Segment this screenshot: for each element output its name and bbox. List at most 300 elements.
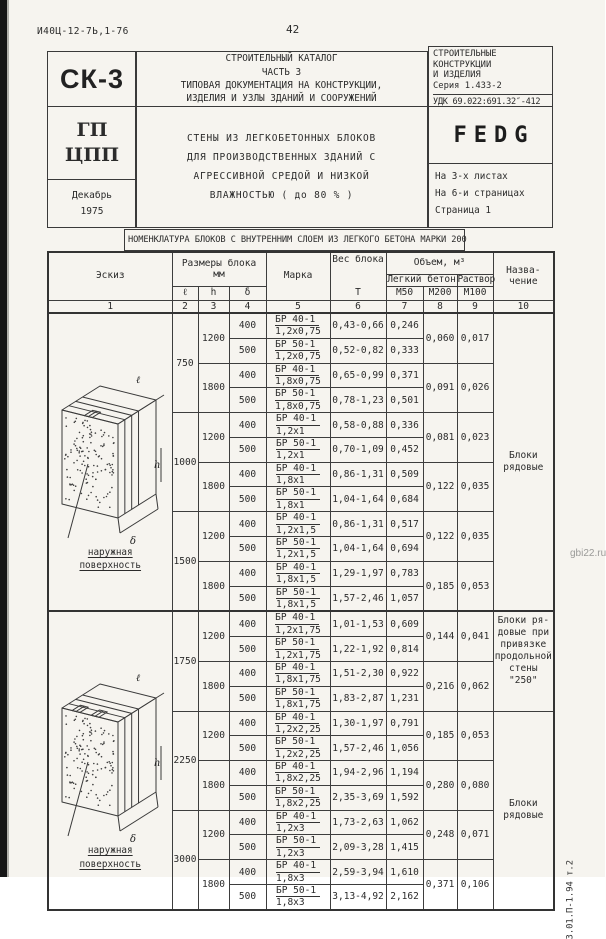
- cell-mark: [266, 338, 330, 363]
- cell-mark: [266, 537, 330, 562]
- cell-thickness: 400: [229, 810, 266, 835]
- col-header-mark: Марка: [266, 252, 330, 301]
- cell-thickness: 500: [229, 437, 266, 462]
- block-sketch: [54, 650, 167, 848]
- series-line: Серия 1.433-2: [433, 81, 502, 92]
- cell-thickness: 400: [229, 313, 266, 338]
- col-header-m50: М50: [386, 287, 423, 301]
- table-row: [48, 313, 554, 338]
- cell-volume-m50: 1,415: [386, 835, 423, 860]
- mark-dimensions: 1,2х1: [276, 425, 305, 437]
- column-number: 8: [423, 301, 457, 314]
- mark-dimensions: 1,8х0,75: [275, 400, 321, 412]
- column-number: 3: [198, 301, 229, 314]
- purpose-label-2: чение: [509, 275, 538, 287]
- cell-weight: 1,51-2,30: [330, 661, 386, 686]
- mark-code: БР 50-1: [275, 388, 319, 400]
- cell-length: 750: [172, 313, 198, 413]
- cell-thickness: 500: [229, 835, 266, 860]
- col-header-d: δ: [229, 287, 266, 301]
- mark-fraction: [275, 314, 321, 338]
- cell-weight: 1,04-1,64: [330, 537, 386, 562]
- col-header-sizes: [172, 252, 266, 287]
- col-header-m100: М100: [457, 287, 493, 301]
- catalog-line: ТИПОВАЯ ДОКУМЕНТАЦИЯ НА КОНСТРУКЦИИ,: [180, 80, 383, 91]
- cell-volume-m50: 0,333: [386, 338, 423, 363]
- cell-volume-m200: 0,122: [423, 462, 457, 512]
- mark-fraction: [276, 835, 320, 859]
- cell-mark: [266, 487, 330, 512]
- cell-thickness: 500: [229, 586, 266, 611]
- cell-mark: [266, 860, 330, 885]
- cell-volume-m200: 0,091: [423, 363, 457, 413]
- mark-fraction: [276, 413, 320, 437]
- cell-length: 3000: [172, 810, 198, 910]
- cell-volume-m100: 0,023: [457, 413, 493, 463]
- series-line: И ИЗДЕЛИЯ: [433, 70, 481, 81]
- cell-weight: 1,57-2,46: [330, 586, 386, 611]
- cell-weight: 3,13-4,92: [330, 884, 386, 909]
- cell-volume-m200: 0,144: [423, 611, 457, 661]
- mark-fraction: [276, 537, 320, 561]
- cell-mark: [266, 512, 330, 537]
- cell-thickness: 500: [229, 537, 266, 562]
- col-header-volume: Объем, м³: [386, 252, 493, 274]
- mark-fraction: [276, 811, 320, 835]
- mark-dimensions: 1,8х2,25: [275, 798, 321, 810]
- sketch-wrap: [49, 650, 172, 871]
- cell-volume-m50: 0,371: [386, 363, 423, 388]
- mark-fraction: [276, 463, 320, 487]
- mark-dimensions: 1,8х1,75: [275, 699, 321, 711]
- cell-volume-m100: 0,062: [457, 661, 493, 711]
- column-number: 1: [48, 301, 172, 314]
- cell-volume-m100: 0,035: [457, 462, 493, 512]
- mark-dimensions: 1,2х0,75: [275, 326, 321, 338]
- dim-label-d: δ: [129, 535, 136, 547]
- sizes-label: Размеры блока: [181, 257, 257, 269]
- subject-box: [135, 106, 428, 228]
- cell-length: 2250: [172, 711, 198, 810]
- gp-cpp-box: [47, 106, 137, 180]
- mark-dimensions: 1,2х1,75: [275, 649, 321, 661]
- cell-purpose: Блоки ря- довые при привязке продольной стены "250": [493, 611, 554, 711]
- sketch-caption-line: поверхность: [79, 858, 142, 870]
- gp-label: ГП: [76, 119, 108, 142]
- cell-volume-m50: 0,922: [386, 661, 423, 686]
- mark-dimensions: 1,2х1,75: [275, 624, 321, 636]
- cell-weight: 0,43-0,66: [330, 313, 386, 338]
- cell-height: 1200: [198, 413, 229, 463]
- sketch-caption-line: наружная: [87, 845, 133, 857]
- cell-height: 1800: [198, 860, 229, 910]
- cell-weight: 1,94-2,96: [330, 761, 386, 786]
- mark-fraction: [275, 687, 321, 711]
- mark-code: БР 50-1: [276, 587, 320, 599]
- cell-weight: 1,01-1,53: [330, 611, 386, 636]
- cell-mark: [266, 313, 330, 338]
- weight-label: Вес блока: [332, 254, 384, 265]
- mark-code: БР 50-1: [275, 736, 319, 748]
- cell-thickness: 500: [229, 637, 266, 662]
- cell-mark: [266, 462, 330, 487]
- cell-weight: 1,30-1,97: [330, 711, 386, 736]
- page-number: 42: [286, 23, 300, 36]
- cell-volume-m50: 1,062: [386, 810, 423, 835]
- subject-line: СТЕНЫ ИЗ ЛЕГКОБЕТОННЫХ БЛОКОВ: [186, 133, 377, 144]
- cell-mark: [266, 561, 330, 586]
- column-number: 10: [493, 301, 554, 314]
- col-header-l: ℓ: [172, 287, 198, 301]
- cell-thickness: 400: [229, 512, 266, 537]
- mark-dimensions: 1,8х3: [276, 872, 305, 884]
- table-title: НОМЕНКЛАТУРА БЛОКОВ С ВНУТРЕННИМ СЛОЕМ ИЗ ЛЕГКОГО БЕТОНА МАРКИ 200: [124, 229, 465, 251]
- watermark: gbi22.ru: [570, 548, 606, 559]
- mark-dimensions: 1,8х1,5: [276, 598, 317, 610]
- cell-volume-m50: 0,509: [386, 462, 423, 487]
- cell-thickness: 400: [229, 860, 266, 885]
- cell-mark: [266, 586, 330, 611]
- mark-fraction: [276, 487, 320, 511]
- cell-volume-m50: 0,452: [386, 437, 423, 462]
- sketch-caption: [79, 844, 141, 871]
- cell-thickness: 500: [229, 884, 266, 909]
- cell-thickness: 400: [229, 711, 266, 736]
- weight-unit: Т: [355, 287, 361, 299]
- fedg-code: FEDG: [453, 122, 535, 148]
- udk-code: УДК 69.022:691.32″-412: [433, 94, 552, 107]
- mark-code: БР 40-1: [276, 512, 320, 524]
- cell-height: 1200: [198, 611, 229, 661]
- mark-dimensions: 1,8х1,75: [275, 674, 321, 686]
- cell-volume-m50: 0,336: [386, 413, 423, 438]
- subject-line: ВЛАЖНОСТЬЮ ( до 80 % ): [209, 190, 354, 201]
- col-header-h: h: [198, 287, 229, 301]
- cell-height: 1800: [198, 462, 229, 512]
- cell-volume-m100: 0,080: [457, 761, 493, 811]
- mark-code: БР 50-1: [276, 537, 320, 549]
- column-number: 5: [266, 301, 330, 314]
- sketch-caption-line: поверхность: [79, 560, 142, 572]
- mark-code: БР 40-1: [275, 314, 319, 326]
- col-header-sketch: Эскиз: [48, 252, 172, 301]
- cell-volume-m50: 0,609: [386, 611, 423, 636]
- dim-label-l: ℓ: [135, 374, 140, 386]
- mark-fraction: [276, 562, 320, 586]
- col-header-light-concrete: Легкий бетон: [387, 274, 456, 285]
- cell-volume-m50: 1,592: [386, 785, 423, 810]
- mark-fraction: [276, 587, 320, 611]
- mark-code: БР 50-1: [276, 487, 320, 499]
- cell-purpose: Блоки рядовые: [493, 313, 554, 611]
- cell-thickness: 400: [229, 413, 266, 438]
- mark-fraction: [276, 512, 320, 536]
- mark-dimensions: 1,2х2,25: [275, 748, 321, 760]
- dim-label-l: ℓ: [135, 673, 140, 685]
- mark-code: БР 50-1: [276, 835, 320, 847]
- mark-fraction: [276, 885, 320, 909]
- column-number: 7: [386, 301, 423, 314]
- mark-dimensions: 1,8х1: [276, 475, 305, 487]
- cell-sketch: [48, 611, 172, 909]
- dim-label-h: h: [153, 459, 161, 471]
- purpose-label-1: Назва-: [506, 264, 541, 276]
- column-numbers-row: [48, 301, 554, 314]
- column-number: 4: [229, 301, 266, 314]
- mark-code: БР 40-1: [275, 761, 319, 773]
- cell-mark: [266, 388, 330, 413]
- subject-line: ДЛЯ ПРОИЗВОДСТВЕННЫХ ЗДАНИЙ С: [186, 152, 377, 163]
- cell-length: 1000: [172, 413, 198, 512]
- cell-thickness: 500: [229, 338, 266, 363]
- mark-code: БР 50-1: [275, 687, 319, 699]
- cell-volume-m100: 0,026: [457, 363, 493, 413]
- cell-thickness: 500: [229, 388, 266, 413]
- mark-fraction: [275, 364, 321, 388]
- cell-mark: [266, 810, 330, 835]
- cell-mark: [266, 413, 330, 438]
- series-line: КОНСТРУКЦИИ: [433, 59, 492, 70]
- mark-code: БР 40-1: [275, 662, 319, 674]
- cell-volume-m50: 0,783: [386, 561, 423, 586]
- cell-weight: 2,59-3,94: [330, 860, 386, 885]
- cell-volume-m200: 0,185: [423, 561, 457, 611]
- mark-fraction: [275, 339, 321, 363]
- cell-thickness: 400: [229, 761, 266, 786]
- cell-volume-m100: 0,071: [457, 810, 493, 860]
- mark-fraction: [275, 712, 321, 736]
- mark-dimensions: 1,8х0,75: [275, 375, 321, 387]
- cell-weight: 1,22-1,92: [330, 637, 386, 662]
- cell-weight: 2,35-3,69: [330, 785, 386, 810]
- cell-volume-m100: 0,017: [457, 313, 493, 363]
- mark-code: БР 50-1: [275, 786, 319, 798]
- cell-weight: 0,78-1,23: [330, 388, 386, 413]
- mark-fraction: [275, 637, 321, 661]
- cell-volume-m50: 2,162: [386, 884, 423, 909]
- cell-volume-m100: 0,106: [457, 860, 493, 910]
- mark-code: БР 40-1: [275, 612, 319, 624]
- sheets-line: На 3-х листах: [435, 171, 508, 182]
- cell-thickness: 400: [229, 363, 266, 388]
- cell-height: 1800: [198, 661, 229, 711]
- cell-sketch: [48, 313, 172, 611]
- cell-weight: 1,83-2,87: [330, 686, 386, 711]
- cell-volume-m100: 0,053: [457, 561, 493, 611]
- cell-thickness: 400: [229, 462, 266, 487]
- mark-code: БР 40-1: [276, 860, 320, 872]
- catalog-line: СТРОИТЕЛЬНЫЙ КАТАЛОГ: [225, 53, 338, 65]
- sizes-unit: мм: [213, 268, 225, 280]
- col-header-mortar: Раствор: [457, 274, 495, 285]
- mark-code: БР 40-1: [276, 413, 320, 425]
- sheets-line: Страница 1: [435, 205, 491, 217]
- scan-edge-shadow: [7, 0, 9, 877]
- cpp-label: ЦПП: [64, 144, 120, 166]
- column-number: 6: [330, 301, 386, 314]
- col-header-weight: [330, 252, 386, 301]
- mark-fraction: [275, 736, 321, 760]
- mark-code: БР 50-1: [276, 438, 320, 450]
- cell-volume-m100: 0,035: [457, 512, 493, 562]
- cell-volume-m50: 0,814: [386, 637, 423, 662]
- date-box: [47, 179, 137, 228]
- cell-volume-m50: 0,501: [386, 388, 423, 413]
- mark-code: БР 40-1: [275, 712, 319, 724]
- sketch-wrap: [49, 352, 172, 573]
- cell-mark: [266, 611, 330, 636]
- mark-fraction: [276, 860, 320, 884]
- cell-purpose: Блоки рядовые: [493, 711, 554, 910]
- mark-dimensions: 1,2х2,25: [275, 723, 321, 735]
- cell-height: 1200: [198, 512, 229, 562]
- cell-height: 1800: [198, 761, 229, 811]
- cell-weight: 1,57-2,46: [330, 736, 386, 761]
- sk3-box: [47, 51, 137, 107]
- mark-dimensions: 1,2х3: [276, 823, 305, 835]
- mark-dimensions: 1,2х1,5: [276, 524, 317, 536]
- mark-fraction: [275, 761, 321, 785]
- block-sketch: [54, 352, 167, 550]
- cell-mark: [266, 835, 330, 860]
- cell-weight: 0,65-0,99: [330, 363, 386, 388]
- cell-height: 1200: [198, 711, 229, 761]
- cell-volume-m50: 1,194: [386, 761, 423, 786]
- cell-weight: 0,86-1,31: [330, 462, 386, 487]
- cell-volume-m200: 0,122: [423, 512, 457, 562]
- cell-volume-m200: 0,216: [423, 661, 457, 711]
- cell-volume-m50: 1,057: [386, 586, 423, 611]
- cell-thickness: 500: [229, 785, 266, 810]
- cell-weight: 1,73-2,63: [330, 810, 386, 835]
- mark-code: БР 40-1: [276, 463, 320, 475]
- cell-length: 1750: [172, 611, 198, 711]
- table-row: [48, 611, 554, 636]
- cell-volume-m200: 0,185: [423, 711, 457, 761]
- dim-label-h: h: [153, 758, 161, 770]
- column-number: 2: [172, 301, 198, 314]
- cell-volume-m200: 0,371: [423, 860, 457, 910]
- cell-volume-m200: 0,081: [423, 413, 457, 463]
- mark-dimensions: 1,2х1: [276, 450, 305, 462]
- cell-mark: [266, 711, 330, 736]
- mark-fraction: [275, 388, 321, 412]
- cell-mark: [266, 437, 330, 462]
- mark-code: БР 40-1: [276, 562, 320, 574]
- mark-code: БР 40-1: [276, 811, 320, 823]
- cell-weight: 1,29-1,97: [330, 561, 386, 586]
- date-year: 1975: [80, 205, 104, 217]
- cell-weight: 0,70-1,09: [330, 437, 386, 462]
- cell-volume-m50: 0,517: [386, 512, 423, 537]
- sheets-line: На 6-и страницах: [435, 188, 525, 200]
- cell-weight: 0,86-1,31: [330, 512, 386, 537]
- cell-height: 1200: [198, 313, 229, 363]
- cell-weight: 0,52-0,82: [330, 338, 386, 363]
- cell-weight: 0,58-0,88: [330, 413, 386, 438]
- cell-mark: [266, 761, 330, 786]
- cell-thickness: 500: [229, 487, 266, 512]
- cell-mark: [266, 686, 330, 711]
- cell-volume-m200: 0,060: [423, 313, 457, 363]
- cell-volume-m100: 0,053: [457, 711, 493, 761]
- mark-code: БР 50-1: [275, 339, 319, 351]
- catalog-line: ЧАСТЬ 3: [261, 66, 302, 78]
- cell-volume-m50: 0,791: [386, 711, 423, 736]
- cell-volume-m50: 0,684: [386, 487, 423, 512]
- mark-dimensions: 1,8х1: [276, 499, 305, 511]
- cell-volume-m100: 0,041: [457, 611, 493, 661]
- catalog-line: ИЗДЕЛИЯ И УЗЛЫ ЗДАНИЙ И СООРУЖЕНИЙ: [186, 93, 377, 105]
- cell-thickness: 500: [229, 736, 266, 761]
- cell-weight: 1,04-1,64: [330, 487, 386, 512]
- col-header-m200: М200: [423, 287, 457, 301]
- cell-height: 1800: [198, 363, 229, 413]
- dim-label-d: δ: [129, 834, 136, 846]
- cell-mark: [266, 785, 330, 810]
- date-month: Декабрь: [71, 190, 113, 202]
- cell-volume-m50: 1,231: [386, 686, 423, 711]
- cell-mark: [266, 363, 330, 388]
- mark-code: БР 40-1: [275, 364, 319, 376]
- doc-code: И40Ц-12-7Ь,1-76: [37, 26, 129, 37]
- sk3-label: СК-3: [60, 63, 124, 94]
- col-header-purpose: [493, 252, 554, 301]
- cell-volume-m200: 0,280: [423, 761, 457, 811]
- sketch-caption: [79, 546, 141, 573]
- cell-volume-m200: 0,248: [423, 810, 457, 860]
- fedg-box: [428, 106, 553, 164]
- cell-weight: 2,09-3,28: [330, 835, 386, 860]
- mark-code: БР 50-1: [275, 637, 319, 649]
- cell-thickness: 400: [229, 611, 266, 636]
- cell-volume-m50: 1,610: [386, 860, 423, 885]
- column-number: 9: [457, 301, 493, 314]
- cell-thickness: 500: [229, 686, 266, 711]
- sketch-caption-line: наружная: [87, 546, 133, 558]
- mark-dimensions: 1,8х2,25: [275, 773, 321, 785]
- catalog-title-box: [135, 51, 428, 107]
- cell-volume-m50: 1,056: [386, 736, 423, 761]
- mark-dimensions: 1,2х0,75: [275, 351, 321, 363]
- cell-volume-m50: 0,694: [386, 537, 423, 562]
- cell-height: 1200: [198, 810, 229, 860]
- scan-edge: [0, 0, 7, 877]
- cell-length: 1500: [172, 512, 198, 612]
- cell-thickness: 400: [229, 561, 266, 586]
- cell-height: 1800: [198, 561, 229, 611]
- side-code: 3.01.П-1.94 т.2: [565, 860, 575, 939]
- mark-dimensions: 1,2х3: [276, 847, 305, 859]
- nomenclature-table: [47, 251, 555, 911]
- mark-dimensions: 1,8х1,5: [276, 574, 317, 586]
- series-box: [428, 46, 553, 107]
- mark-dimensions: 1,2х1,5: [276, 549, 317, 561]
- cell-thickness: 400: [229, 661, 266, 686]
- sheets-box: [428, 163, 553, 228]
- cell-mark: [266, 661, 330, 686]
- mark-fraction: [275, 786, 321, 810]
- cell-mark: [266, 736, 330, 761]
- mark-fraction: [275, 612, 321, 636]
- cell-mark: [266, 637, 330, 662]
- mark-dimensions: 1,8х3: [276, 897, 305, 909]
- subject-line: АГРЕССИВНОЙ СРЕДОЙ И НИЗКОЙ: [193, 171, 370, 182]
- series-line: СТРОИТЕЛЬНЫЕ: [433, 49, 497, 59]
- mark-fraction: [276, 438, 320, 462]
- mark-code: БР 50-1: [276, 885, 320, 897]
- mark-fraction: [275, 662, 321, 686]
